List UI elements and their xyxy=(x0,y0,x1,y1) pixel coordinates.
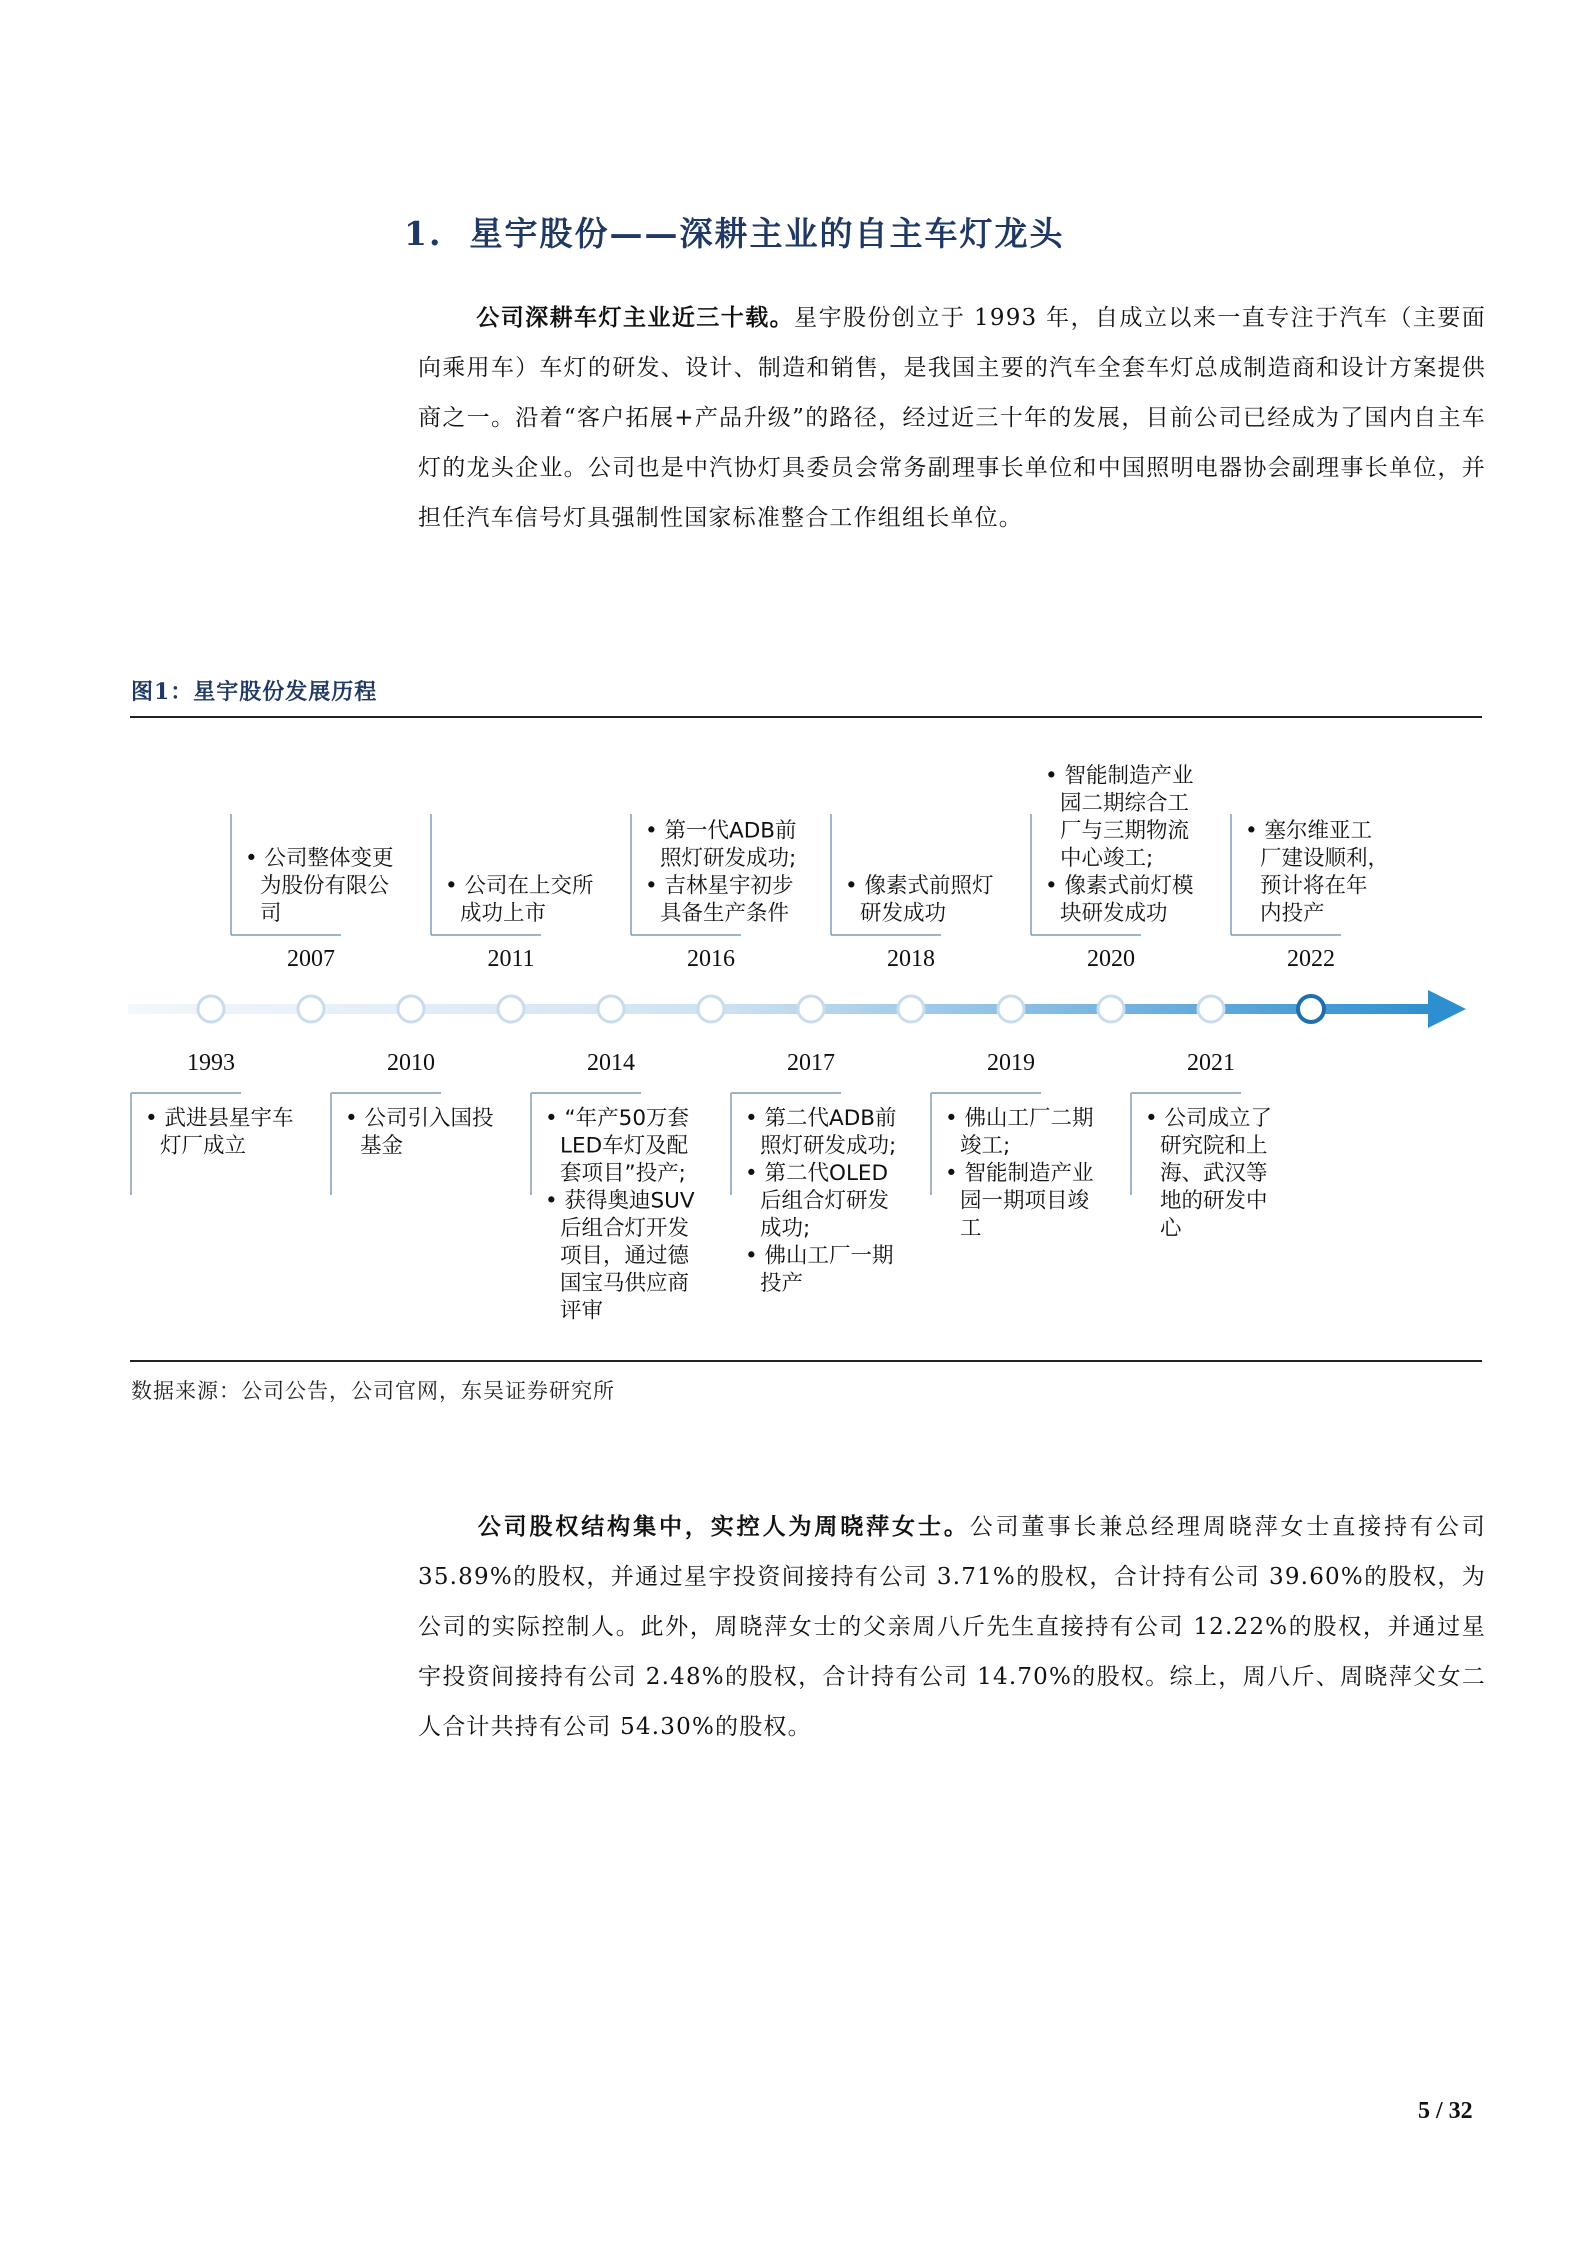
para1-body: 星宇股份创立于 1993 年，自成立以来一直专注于汽车（主要面向乘用车）车灯的研发、设计、制造和销售，是我国主要的汽车全套车灯总成制造商和设计方案提供商之一。沿着“客户拓展+产品升级”的路径，经过近三十年的发展，目前公司已经成为了国内自主车灯的龙头企业。公司也是中汽协灯具委员会常务副理事长单位和中国照明电器协会副理事长单位，并担任汽车信号灯具强制性国家标准整合工作组组长单位。 xyxy=(418,305,1487,531)
timeline-event-line: • 第二代ADB前 xyxy=(745,1106,897,1131)
timeline-event-line: 成功; xyxy=(760,1216,811,1241)
timeline-node-2016 xyxy=(698,996,724,1022)
timeline-event-line: 国宝马供应商 xyxy=(560,1271,690,1296)
timeline-node-2014 xyxy=(598,996,624,1022)
timeline-event-1993 xyxy=(145,1106,294,1159)
timeline-event-2021 xyxy=(1145,1106,1272,1241)
timeline-event-line: 内投产 xyxy=(1260,901,1325,926)
timeline-year-2018: 2018 xyxy=(887,946,935,972)
timeline-event-2018 xyxy=(845,874,994,927)
timeline-event-line: • 第一代ADB前 xyxy=(645,818,797,844)
timeline-event-line: 灯厂成立 xyxy=(160,1133,247,1159)
timeline-node-1993 xyxy=(198,996,224,1022)
timeline-node-2018 xyxy=(898,996,924,1022)
timeline-event-line: • 智能制造产业 xyxy=(945,1161,1094,1186)
timeline-event-line: • 公司整体变更 xyxy=(245,846,394,871)
timeline-year-2016: 2016 xyxy=(687,946,735,972)
timeline-node-2021 xyxy=(1198,996,1224,1022)
section-title-text: 星宇股份——深耕主业的自主车灯龙头 xyxy=(469,214,1065,253)
paragraph-company-overview xyxy=(418,293,1486,543)
timeline-year-2017: 2017 xyxy=(787,1050,835,1076)
timeline-node-2019 xyxy=(998,996,1024,1022)
timeline-event-line: • 像素式前照灯 xyxy=(845,873,994,899)
timeline-event-2010 xyxy=(345,1106,494,1159)
section-number: 1. xyxy=(404,214,443,253)
para1-lead: 公司深耕车灯主业近三十载。 xyxy=(476,304,795,331)
timeline-event-line: 具备生产条件 xyxy=(660,901,790,926)
timeline-event-line: 司 xyxy=(260,901,282,926)
timeline-event-line: 基金 xyxy=(360,1133,404,1159)
timeline-event-line: 工 xyxy=(960,1216,982,1241)
figure-source: 数据来源：公司公告，公司官网，东吴证券研究所 xyxy=(131,1379,615,1403)
timeline-year-2011: 2011 xyxy=(487,946,535,972)
timeline-event-line: 后组合灯开发 xyxy=(560,1216,690,1241)
timeline-event-2020 xyxy=(1045,764,1194,927)
timeline-bar xyxy=(128,1004,1433,1014)
figure-bottom-rule xyxy=(130,1360,1482,1362)
timeline-node-2022 xyxy=(1298,996,1324,1022)
timeline-event-line: • 公司成立了 xyxy=(1145,1106,1273,1131)
timeline-year-2014: 2014 xyxy=(587,1050,635,1076)
timeline-event-2019 xyxy=(945,1106,1094,1241)
timeline-event-line: • 公司在上交所 xyxy=(445,873,594,899)
timeline-event-line: 研究院和上 xyxy=(1160,1133,1268,1159)
timeline-event-line: 照灯研发成功; xyxy=(660,846,797,871)
section-title xyxy=(404,208,1064,255)
para2-lead: 公司股权结构集中，实控人为周晓萍女士。 xyxy=(476,1513,970,1540)
timeline-year-2022: 2022 xyxy=(1287,946,1335,972)
timeline-node-2020 xyxy=(1098,996,1124,1022)
timeline-event-2017 xyxy=(745,1106,897,1296)
timeline-event-line: • 吉林星宇初步 xyxy=(645,873,794,899)
timeline-event-line: • 智能制造产业 xyxy=(1045,763,1194,789)
timeline-event-line: 项目，通过德 xyxy=(560,1243,690,1269)
timeline-event-line: 园一期项目竣 xyxy=(960,1188,1090,1214)
timeline-event-line: 中心竣工; xyxy=(1060,846,1154,871)
timeline-arrow-head xyxy=(1428,990,1466,1028)
timeline-event-line: 预计将在年 xyxy=(1260,873,1368,899)
timeline-event-line: 成功上市 xyxy=(460,901,547,926)
timeline-node-2007 xyxy=(298,996,324,1022)
timeline-event-line: 后组合灯研发 xyxy=(760,1188,890,1214)
timeline-event-2007 xyxy=(245,846,394,926)
timeline-event-line: 竣工; xyxy=(960,1133,1011,1159)
timeline-event-2022 xyxy=(1245,819,1389,927)
timeline-event-2011 xyxy=(445,874,594,927)
timeline-event-line: 套项目”投产; xyxy=(560,1161,686,1186)
timeline-event-line: • 佛山工厂二期 xyxy=(945,1106,1094,1131)
timeline-event-line: 心 xyxy=(1160,1216,1182,1241)
timeline-event-line: 块研发成功 xyxy=(1060,901,1168,926)
timeline-event-line: 评审 xyxy=(560,1298,604,1324)
timeline-year-2007: 2007 xyxy=(287,946,335,972)
timeline-year-2020: 2020 xyxy=(1087,946,1135,972)
timeline-event-line: 地的研发中 xyxy=(1160,1188,1268,1214)
timeline-event-2014 xyxy=(545,1106,695,1324)
timeline-event-line: • 公司引入国投 xyxy=(345,1106,494,1131)
timeline-year-2010: 2010 xyxy=(387,1050,435,1076)
timeline-event-line: 照灯研发成功; xyxy=(760,1133,897,1159)
paragraph-shareholding xyxy=(418,1502,1486,1752)
timeline-event-line: LED车灯及配 xyxy=(560,1133,689,1159)
para2-body: 公司董事长兼总经理周晓萍女士直接持有公司 35.89%的股权，并通过星宇投资间接持有公司 3.71%的股权，合计持有公司 39.60%的股权，为公司的实际控制人。此外，周晓萍女士的父亲周八斤先生直接持有公司 12.22%的股权，并通过星宇投资间接持有公司 2.48%的股权，合计持有公司 14.70%的股权。综上，周八斤、周晓萍父女二人合计共持有公司 54.30%的股权。 xyxy=(418,1514,1486,1740)
timeline-event-line: 厂与三期物流 xyxy=(1060,818,1190,844)
timeline-node-2011 xyxy=(498,996,524,1022)
timeline-event-2016 xyxy=(645,819,797,927)
figure-title: 图1：星宇股份发展历程 xyxy=(131,679,378,705)
timeline-event-line: • 获得奥迪SUV xyxy=(545,1188,695,1214)
timeline-node-2010 xyxy=(398,996,424,1022)
timeline-event-line: • 佛山工厂一期 xyxy=(745,1243,894,1269)
timeline-year-2019: 2019 xyxy=(987,1050,1035,1076)
timeline-event-line: 园二期综合工 xyxy=(1060,791,1190,816)
timeline-event-line: 研发成功 xyxy=(860,901,947,926)
timeline-event-line: • 第二代OLED xyxy=(745,1161,889,1186)
timeline-event-line: • 像素式前灯模 xyxy=(1045,873,1194,899)
figure-top-rule xyxy=(130,716,1482,718)
timeline-year-2021: 2021 xyxy=(1187,1050,1235,1076)
timeline-event-line: 海、武汉等 xyxy=(1160,1161,1268,1186)
page-number: 5 / 32 xyxy=(1418,2098,1473,2124)
timeline-event-line: 投产 xyxy=(760,1271,804,1296)
timeline-event-line: • 武进县星宇车 xyxy=(145,1106,294,1131)
timeline-year-1993: 1993 xyxy=(187,1050,235,1076)
timeline-node-2017 xyxy=(798,996,824,1022)
timeline-event-line: • 塞尔维亚工 xyxy=(1245,818,1373,844)
timeline-event-line: 厂建设顺利， xyxy=(1260,846,1390,871)
timeline-event-line: • “年产50万套 xyxy=(545,1106,690,1131)
timeline-event-line: 为股份有限公 xyxy=(260,873,390,899)
